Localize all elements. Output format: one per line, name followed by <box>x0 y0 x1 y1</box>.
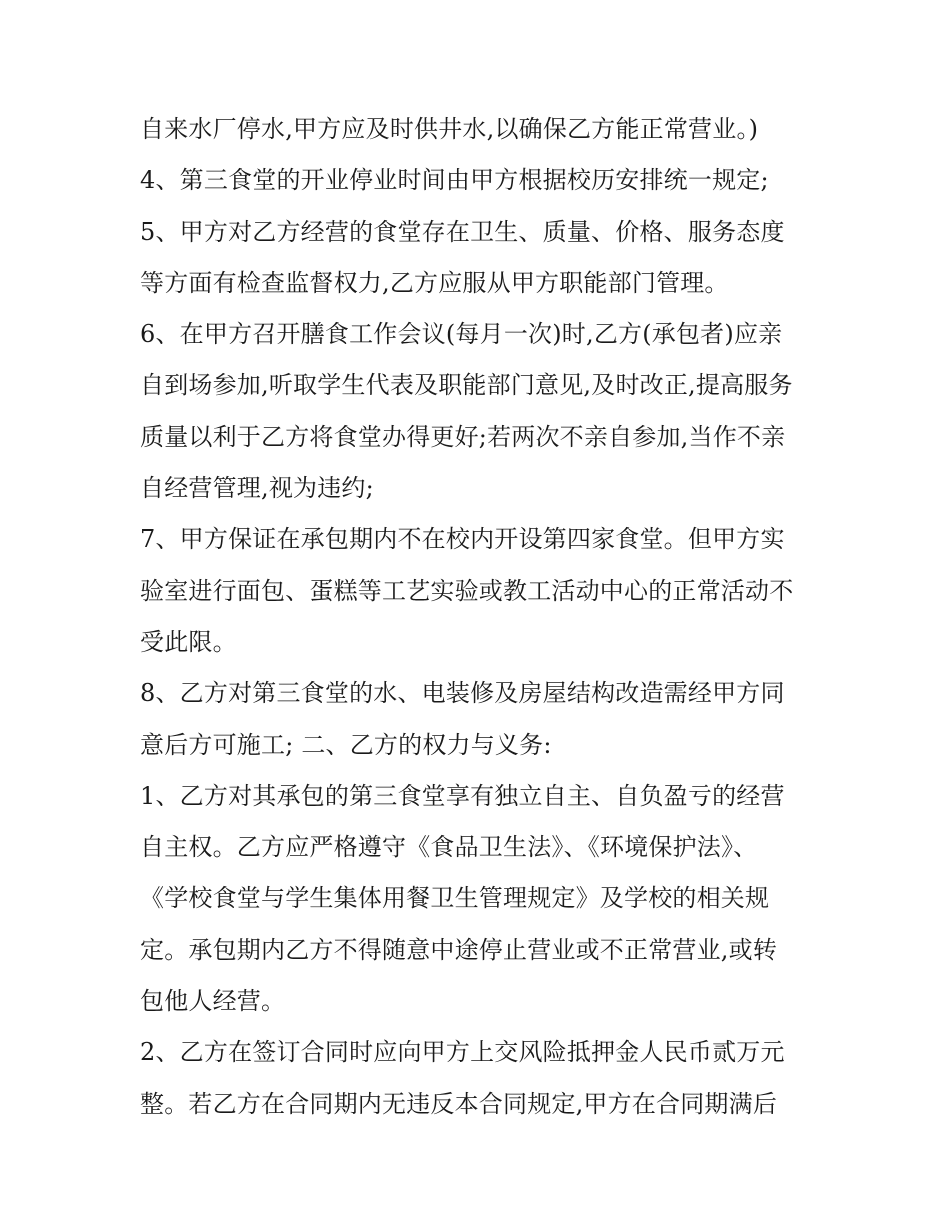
text-line: 定。承包期内乙方不得随意中途停止营业或不正常营业,或转 <box>140 935 778 964</box>
text-line: 5、甲方对乙方经营的食堂存在卫生、质量、价格、服务态度 <box>140 217 785 246</box>
text-line: 验室进行面包、蛋糕等工艺实验或教工活动中心的正常活动不 <box>140 576 794 605</box>
text-line: 自到场参加,听取学生代表及职能部门意见,及时改正,提高服务 <box>140 371 793 400</box>
document-body <box>140 104 820 1130</box>
text-line: 等方面有检查监督权力,乙方应服从甲方职能部门管理。 <box>140 268 729 297</box>
text-line: 质量以利于乙方将食堂办得更好;若两次不亲自参加,当作不亲 <box>140 422 786 451</box>
text-line: 8、乙方对第三食堂的水、电装修及房屋结构改造需经甲方同 <box>140 679 785 708</box>
text-line: 整。若乙方在合同期内无违反本合同规定,甲方在合同期满后 <box>140 1089 778 1118</box>
text-line: 7、甲方保证在承包期内不在校内开设第四家食堂。但甲方实 <box>140 525 785 554</box>
text-line: 6、在甲方召开膳食工作会议(每月一次)时,乙方(承包者)应亲 <box>140 320 783 349</box>
text-line: 自主权。乙方应严格遵守《食品卫生法》、《环境保护法》、 <box>140 833 758 862</box>
text-line: 自来水厂停水,甲方应及时供井水,以确保乙方能正常营业。) <box>140 115 759 143</box>
text-line: 意后方可施工; 二、乙方的权力与义务: <box>140 730 552 759</box>
text-line: 《学校食堂与学生集体用餐卫生管理规定》及学校的相关规 <box>140 884 770 913</box>
text-line: 自经营管理,视为违约; <box>140 474 374 503</box>
text-line: 4、第三食堂的开业停业时间由甲方根据校历安排统一规定; <box>140 166 769 195</box>
text-line: 受此限。 <box>140 627 237 656</box>
text-line: 包他人经营。 <box>140 987 286 1016</box>
text-line: 2、乙方在签订合同时应向甲方上交风险抵押金人民币贰万元 <box>140 1038 785 1067</box>
text-line: 1、乙方对其承包的第三食堂享有独立自主、自负盈亏的经营 <box>140 781 785 810</box>
